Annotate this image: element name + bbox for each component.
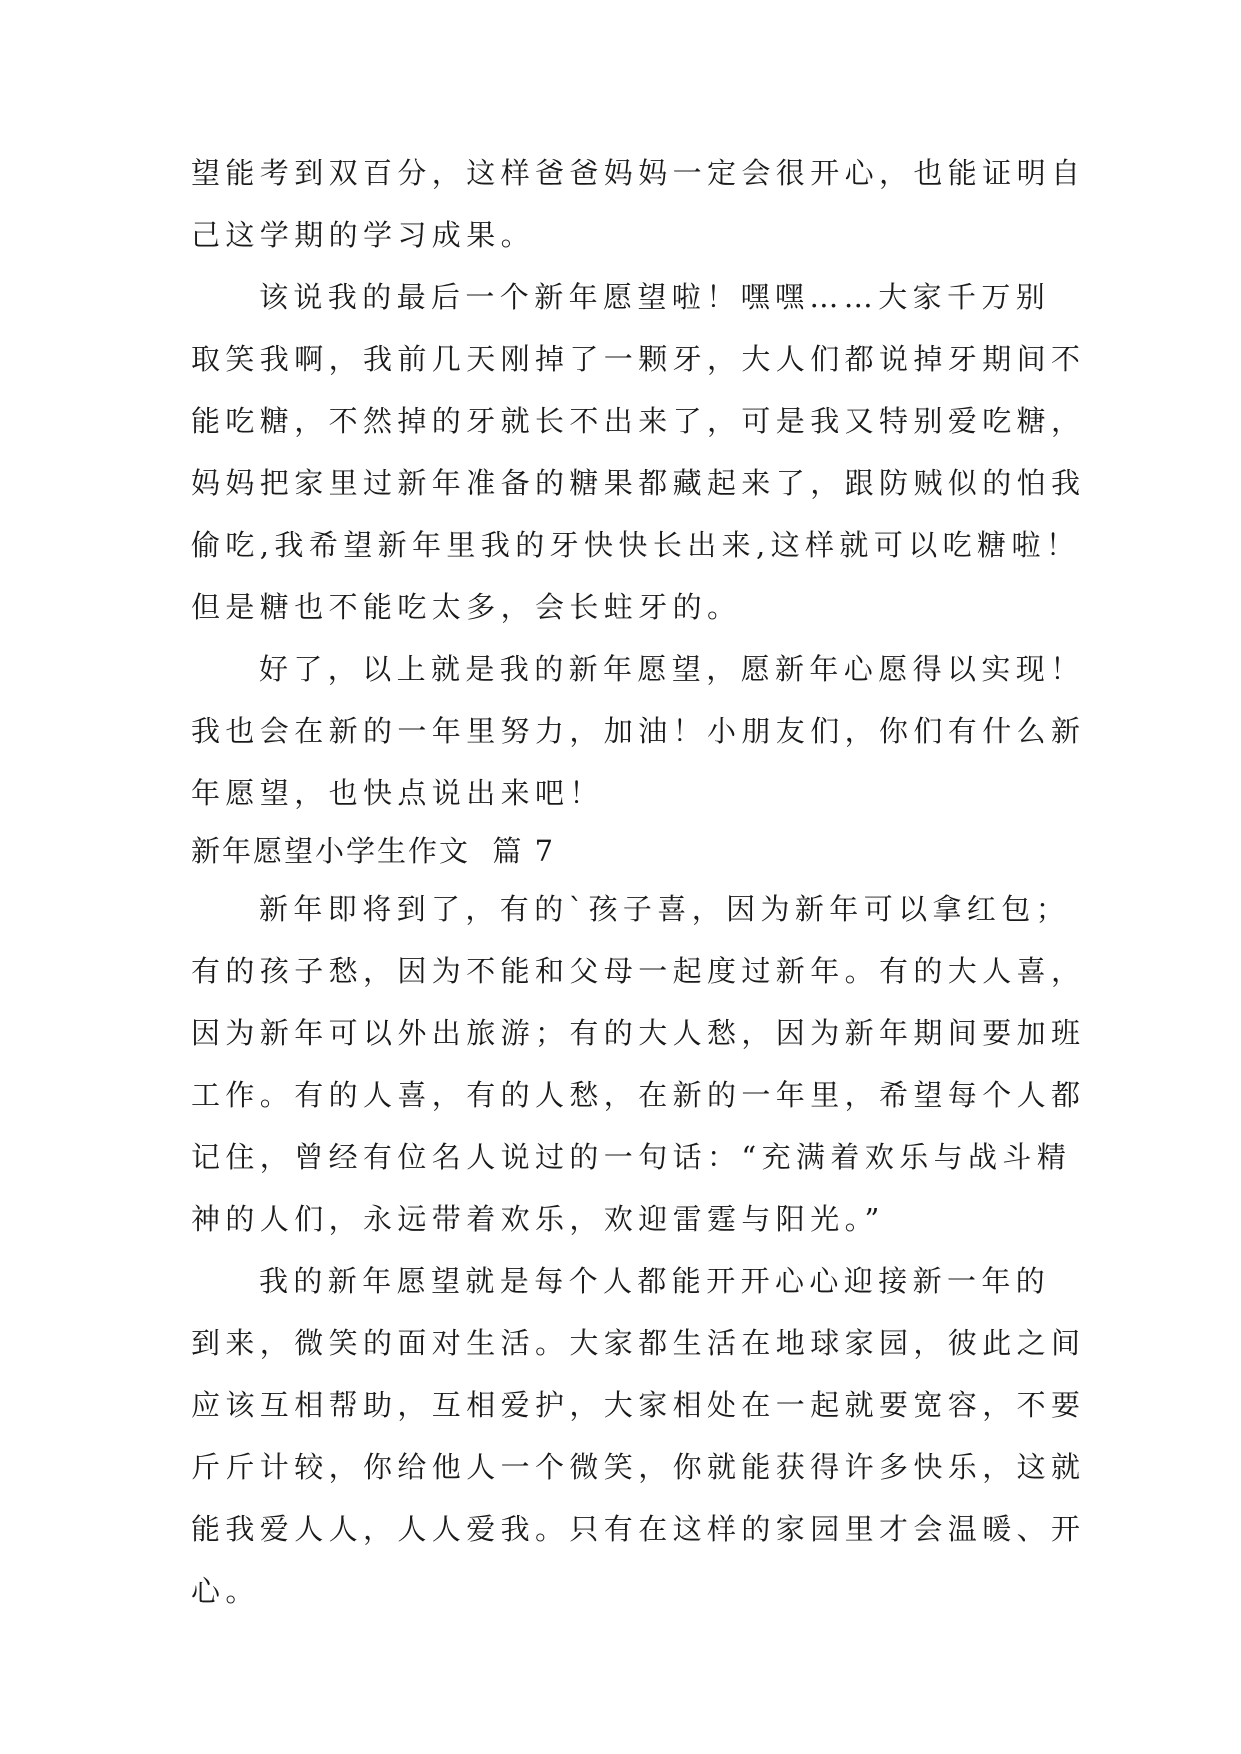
text-line: 望能考到双百分，这样爸爸妈妈一定会很开心，也能证明自	[191, 156, 1086, 190]
text-line: 心。	[191, 1574, 260, 1608]
text-line: 己这学期的学习成果。	[191, 218, 536, 252]
text-line: 能吃糖，不然掉的牙就长不出来了，可是我又特别爱吃糖，	[191, 404, 1086, 438]
document-body	[191, 142, 1086, 1622]
text-line: 工作。有的人喜，有的人愁，在新的一年里，希望每个人都	[191, 1078, 1086, 1112]
text-line: 因为新年可以外出旅游；有的大人愁，因为新年期间要加班	[191, 1016, 1086, 1050]
text-line: 我也会在新的一年里努力，加油！小朋友们，你们有什么新	[191, 714, 1086, 748]
paragraph-start: 该说我的最后一个新年愿望啦！嘿嘿……大家千万别	[259, 280, 1051, 314]
text-line: 偷吃,我希望新年里我的牙快快长出来,这样就可以吃糖啦！	[191, 528, 1081, 562]
text-line: 应该互相帮助，互相爱护，大家相处在一起就要宽容，不要	[191, 1388, 1086, 1422]
text-line: 到来，微笑的面对生活。大家都生活在地球家园，彼此之间	[191, 1326, 1086, 1360]
text-line: 取笑我啊，我前几天刚掉了一颗牙，大人们都说掉牙期间不	[191, 342, 1086, 376]
text-line: 年愿望，也快点说出来吧！	[191, 776, 604, 810]
text-line: 斤斤计较，你给他人一个微笑，你就能获得许多快乐，这就	[191, 1450, 1086, 1484]
text-line: 能我爱人人，人人爱我。只有在这样的家园里才会温暖、开	[191, 1512, 1086, 1546]
paragraph-start: 好了，以上就是我的新年愿望，愿新年心愿得以实现！	[259, 652, 1085, 686]
text-line: 记住，曾经有位名人说过的一句话：“充满着欢乐与战斗精	[191, 1140, 1072, 1174]
text-line: 妈妈把家里过新年准备的糖果都藏起来了，跟防贼似的怕我	[191, 466, 1086, 500]
paragraph-start: 我的新年愿望就是每个人都能开开心心迎接新一年的	[259, 1264, 1051, 1298]
section-heading: 新年愿望小学生作文 篇 7	[191, 834, 556, 868]
text-line: 神的人们，永远带着欢乐，欢迎雷霆与阳光。”	[191, 1202, 885, 1236]
text-line: 但是糖也不能吃太多，会长蛀牙的。	[191, 590, 742, 624]
text-line: 有的孩子愁，因为不能和父母一起度过新年。有的大人喜，	[191, 954, 1086, 988]
paragraph-start: 新年即将到了，有的`孩子喜，因为新年可以拿红包；	[259, 892, 1071, 926]
